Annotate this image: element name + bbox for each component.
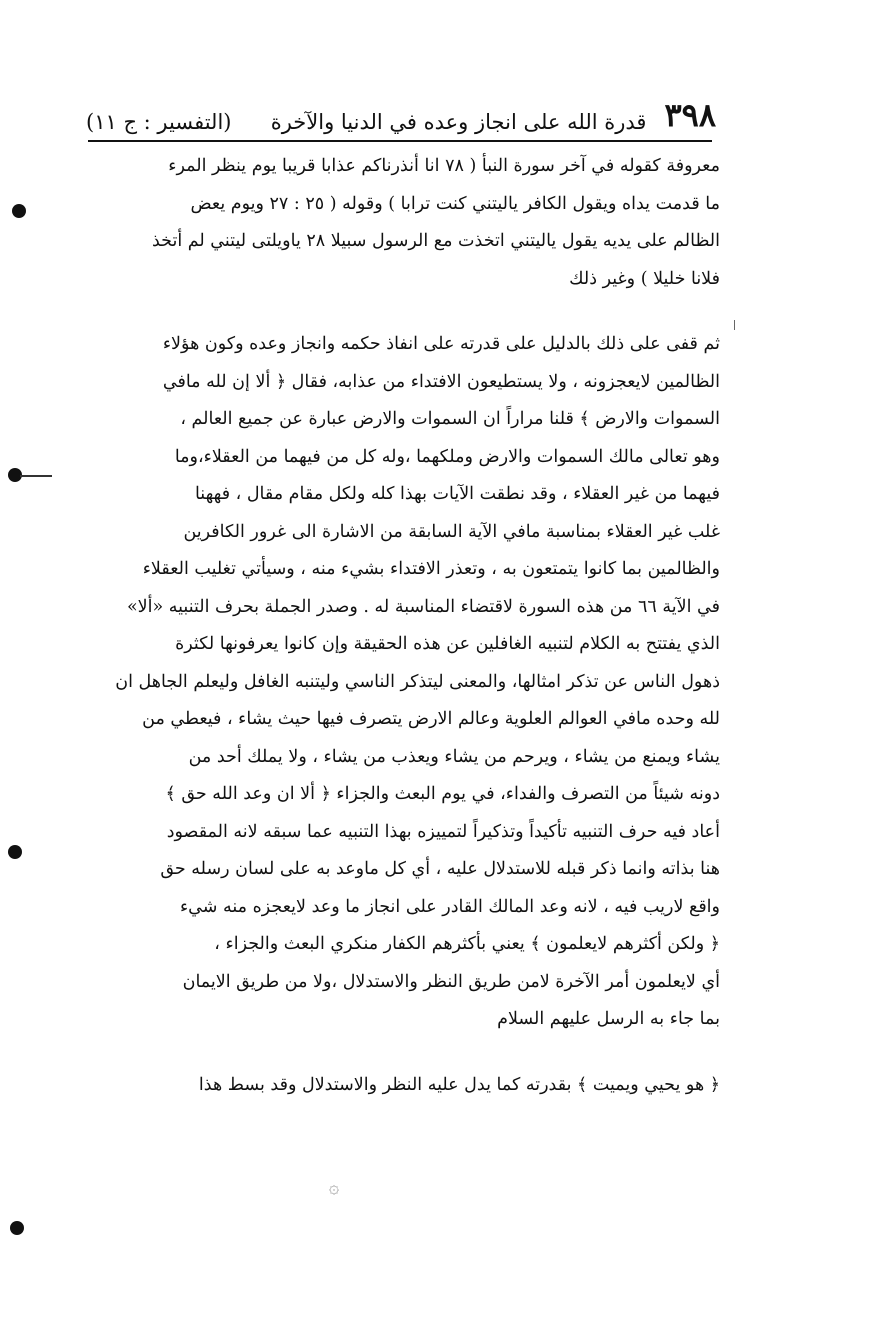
text-line: ذهول الناس عن تذكر امثالها، والمعنى ليتذكر الناسي وليتنبه الغافل وليعلم الجاهل ان	[115, 671, 720, 692]
paragraph-gap	[100, 1039, 720, 1067]
text-line: السموات والارض ﴾ قلنا مراراً ان السموات والارض عبارة عن جميع العالم ،	[180, 409, 720, 429]
text-line: الذي يفتتح به الكلام لتنبيه الغافلين عن هذه الحقيقة وإن كانوا يعرفونها لكثرة	[175, 634, 720, 654]
text-line: معروفة كقوله في آخر سورة النبأ ( ٧٨ انا أنذرناكم عذابا قريبا يوم ينظر المرء	[168, 156, 720, 176]
binding-hole-icon	[12, 204, 26, 218]
text-line: وهو تعالى مالك السموات والارض وملكهما ،وله كل من فيهما من العقلاء،وما	[174, 446, 720, 467]
running-title: قدرة الله على انجاز وعده في الدنيا والآخرة	[270, 110, 647, 134]
text-line: بما جاء به الرسل عليهم السلام	[497, 1009, 720, 1029]
text-line: أي لايعلمون أمر الآخرة لامن طريق النظر والاستدلال ،ولا من طريق الايمان	[182, 971, 720, 992]
binding-hole-icon	[8, 845, 22, 859]
text-line: في الآية ٦٦ من هذه السورة لاقتضاء المناسبة له . وصدر الجملة بحرف التنبيه «ألا»	[126, 596, 720, 617]
scan-mark	[734, 320, 735, 330]
page-number: ٣٩٨	[664, 96, 716, 134]
paragraph-gap	[100, 298, 720, 326]
text-line: هنا بذاته وانما ذكر قبله للاستدلال عليه ، أي كل ماوعد به على لسان رسله حق	[160, 859, 720, 879]
ornament-icon: ۞	[328, 1177, 340, 1198]
volume-reference: (التفسير : ج ١١)	[86, 110, 232, 134]
text-line: فيهما من غير العقلاء ، وقد نطقت الآيات بهذا كله ولكل مقام مقال ، فههنا	[194, 484, 720, 504]
text-line: ثم قفى على ذلك بالدليل على قدرته على انفاذ حكمه وانجاز وعده وكون هؤلاء	[162, 334, 720, 354]
header-divider	[88, 140, 712, 142]
text-line: يشاء ويمنع من يشاء ، ويرحم من يشاء ويعذب من يشاء ، ولا يملك أحد من	[188, 746, 720, 767]
text-line: دونه شيئاً من التصرف والفداء، في يوم البعث والجزاء ﴿ ألا ان وعد الله حق ﴾	[165, 784, 720, 804]
body-text	[100, 148, 720, 1104]
text-line: ﴿ ولكن أكثرهم لايعلمون ﴾ يعني بأكثرهم الكفار منكري البعث والجزاء ،	[214, 934, 720, 954]
text-line: والظالمين بما كانوا يتمتعون به ، وتعذر الافتداء بشيء منه ، وسيأتي تغليب العقلاء	[142, 559, 720, 579]
binding-hole-icon	[10, 1221, 24, 1235]
text-line: ﴿ هو يحيي ويميت ﴾ بقدرته كما يدل عليه النظر والاستدلال وقد بسط هذا	[198, 1074, 720, 1095]
text-line: ما قدمت يداه ويقول الكافر ياليتني كنت ترابا ) وقوله ( ٢٥ : ٢٧ ويوم يعض	[190, 193, 720, 214]
text-line: أعاد فيه حرف التنبيه تأكيداً وتذكيراً لتمييزه بهذا التنبيه عما سبقه لانه المقصود	[166, 821, 720, 842]
page-header	[86, 84, 716, 134]
text-line: غلب غير العقلاء بمناسبة مافي الآية السابقة من الاشارة الى غرور الكافرين	[183, 521, 720, 542]
text-line: واقع لاريب فيه ، لانه وعد المالك القادر على انجاز ما وعد لايعجزه منه شيء	[179, 896, 720, 917]
text-line: فلانا خليلا ) وغير ذلك	[569, 268, 720, 289]
text-line: الظالمين لايعجزونه ، ولا يستطيعون الافتداء من عذابه، فقال ﴿ ألا إن لله مافي	[162, 371, 720, 392]
text-line: الظالم على يديه يقول ياليتني اتخذت مع الرسول سبيلا ٢٨ ياويلتى ليتني لم أتخذ	[151, 231, 720, 251]
scan-mark	[20, 475, 52, 477]
text-line: لله وحده مافي العوالم العلوية وعالم الارض يتصرف فيها حيث يشاء ، فيعطي من	[142, 709, 720, 729]
